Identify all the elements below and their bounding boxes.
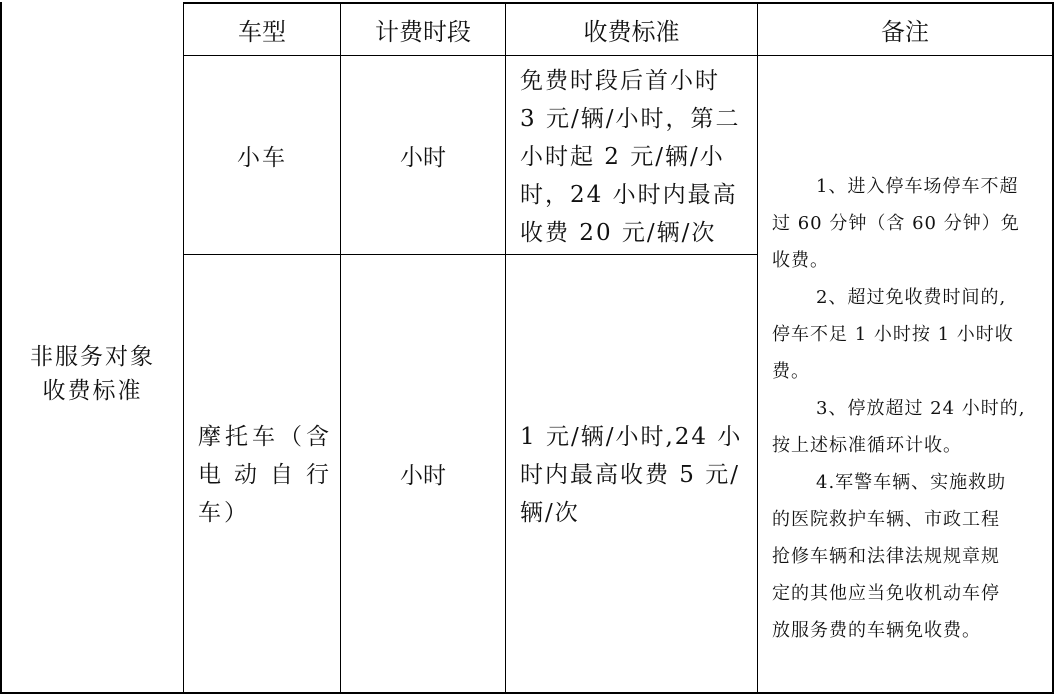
remark-line: 的医院救护车辆、市政工程 [772,509,1000,530]
vehicle-line: 车） [198,500,250,526]
fee-motorcycle [506,418,757,548]
remark-line: 2、超过免收费时间的, [816,287,1007,308]
header-billing-period: 计费时段 [375,18,471,46]
table-border-bottom [0,692,1054,694]
remark-line: 3、停放超过 24 小时的, [816,398,1026,419]
row-group-label [2,4,183,692]
remark-line: 4.军警车辆、实施救助 [816,472,1007,493]
fee-small-car [506,62,757,254]
remark-line: 过 60 分钟（含 60 分钟）免 [772,213,1020,234]
row-group-label-line: 收费标准 [42,378,143,404]
vehicle-line: 摩托车（含 [198,424,332,450]
fee-line: 3 元/辆/小时，第二 [520,106,741,132]
fee-line: 时，24 小时内最高 [520,182,738,208]
vehicle-motorcycle [184,418,332,548]
row-group-label-line: 非服务对象 [30,344,155,370]
vehicle-line: 电动自行 [198,462,332,488]
period-small-car: 小时 [400,144,446,171]
period-motorcycle: 小时 [400,463,446,489]
remarks-text [758,168,1052,668]
remark-line: 抢修车辆和法律法规规章规 [772,546,1000,567]
fee-line: 小时起 2 元/辆/小 [520,144,725,170]
fee-line: 辆/次 [520,500,580,526]
fee-line: 时内最高收费 5 元/ [520,462,741,488]
remark-line: 按上述标准循环计收。 [772,435,962,456]
remark-line: 费。 [772,361,810,382]
remark-line: 停车不足 1 小时按 1 小时收 [772,324,1014,345]
fee-line: 收费 20 元/辆/次 [520,220,717,246]
fee-line: 1 元/辆/小时,24 小 [520,424,743,450]
header-vehicle-type: 车型 [238,18,286,46]
header-fee-standard: 收费标准 [583,18,680,46]
fee-line: 免费时段后首小时 [520,68,720,94]
remark-line: 放服务费的车辆免收费。 [772,620,981,641]
header-remarks: 备注 [881,18,929,46]
remark-line: 1、进入停车场停车不超 [816,176,1019,197]
remark-line: 定的其他应当免收机动车停 [772,583,1000,604]
vehicle-small-car: 小车 [237,144,287,171]
remark-line: 收费。 [772,250,829,271]
